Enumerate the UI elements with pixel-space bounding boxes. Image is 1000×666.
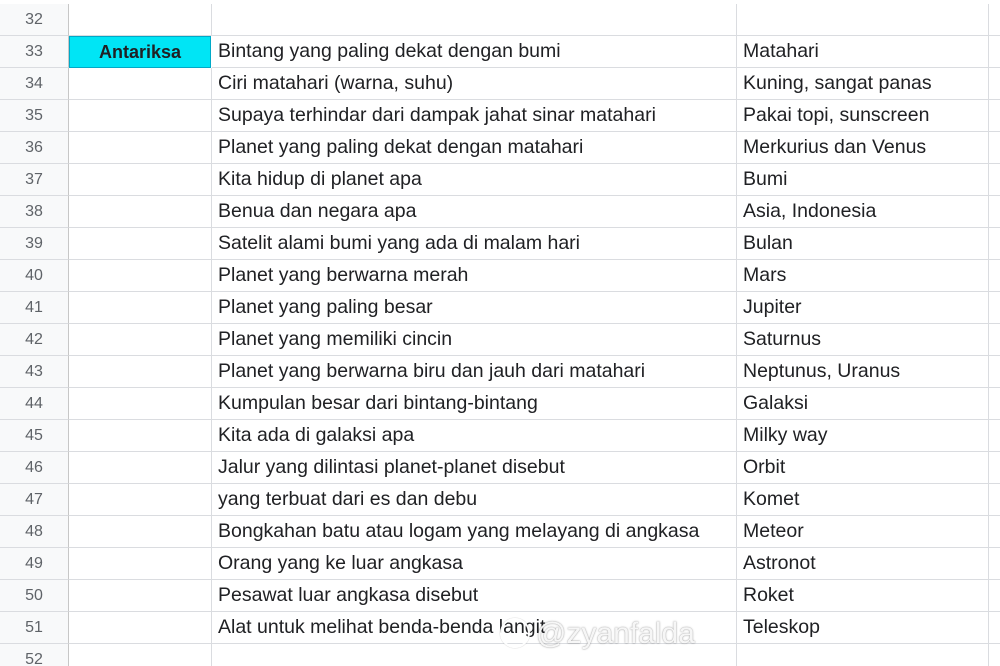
sheet-row (0, 484, 1000, 516)
answer-text: Teleskop (743, 616, 820, 638)
cell-extra[interactable] (989, 356, 1000, 388)
answer-text: Matahari (743, 40, 819, 62)
question-text: Kumpulan besar dari bintang-bintang (218, 392, 538, 414)
cell-question[interactable] (212, 516, 737, 548)
answer-text: Merkurius dan Venus (743, 136, 927, 158)
cell-category[interactable] (69, 292, 212, 324)
cell-category[interactable] (69, 484, 212, 516)
answer-text: Astronot (743, 552, 816, 574)
cell-extra[interactable] (989, 516, 1000, 548)
sheet-row (0, 132, 1000, 164)
cell-extra[interactable] (989, 68, 1000, 100)
cell-category[interactable] (69, 452, 212, 484)
cell-answer[interactable] (737, 4, 989, 36)
question-text: Alat untuk melihat benda-benda langit (218, 616, 546, 638)
cell-extra[interactable] (989, 324, 1000, 356)
sheet-row (0, 228, 1000, 260)
row-number[interactable]: 49 (0, 548, 69, 580)
cell-category[interactable] (69, 324, 212, 356)
cell-answer[interactable] (737, 132, 989, 164)
cell-answer[interactable] (737, 260, 989, 292)
row-number[interactable]: 32 (0, 4, 69, 36)
question-text: yang terbuat dari es dan debu (218, 488, 478, 510)
question-text: Orang yang ke luar angkasa (218, 552, 463, 574)
sheet-row (0, 292, 1000, 324)
cell-extra[interactable] (989, 132, 1000, 164)
cell-question[interactable] (212, 324, 737, 356)
cell-category[interactable] (69, 132, 212, 164)
cell-answer[interactable] (737, 452, 989, 484)
answer-text: Neptunus, Uranus (743, 360, 901, 382)
cell-question[interactable] (212, 420, 737, 452)
cell-extra[interactable] (989, 196, 1000, 228)
cell-answer[interactable] (737, 420, 989, 452)
cell-extra[interactable] (989, 548, 1000, 580)
sheet-row (0, 452, 1000, 484)
cell-answer[interactable] (737, 196, 989, 228)
cell-category[interactable] (69, 356, 212, 388)
cell-question[interactable] (212, 68, 737, 100)
cell-question[interactable] (212, 644, 737, 666)
cell-question[interactable] (212, 36, 737, 68)
cell-extra[interactable] (989, 164, 1000, 196)
cell-extra[interactable] (989, 612, 1000, 644)
cell-extra[interactable] (989, 100, 1000, 132)
question-text: Planet yang memiliki cincin (218, 328, 453, 350)
cell-question[interactable] (212, 4, 737, 36)
cell-answer[interactable] (737, 644, 989, 666)
sheet-row (0, 580, 1000, 612)
question-text: Bongkahan batu atau logam yang melayang di angkasa (218, 520, 700, 542)
answer-text: Meteor (743, 520, 804, 542)
cell-answer[interactable] (737, 68, 989, 100)
row-number[interactable]: 33 (0, 36, 69, 68)
cell-extra[interactable] (989, 292, 1000, 324)
cell-extra[interactable] (989, 452, 1000, 484)
row-number[interactable]: 48 (0, 516, 69, 548)
row-number[interactable]: 52 (0, 644, 69, 666)
cell-question[interactable] (212, 484, 737, 516)
row-number[interactable]: 38 (0, 196, 69, 228)
row-number[interactable]: 37 (0, 164, 69, 196)
answer-text: Komet (743, 488, 800, 510)
sheet-row (0, 100, 1000, 132)
cell-extra[interactable] (989, 4, 1000, 36)
question-text: Satelit alami bumi yang ada di malam hari (218, 232, 581, 254)
cell-category[interactable] (69, 580, 212, 612)
sheet-row (0, 4, 1000, 36)
question-text: Pesawat luar angkasa disebut (218, 584, 479, 606)
answer-text: Orbit (743, 456, 786, 478)
cell-answer[interactable] (737, 356, 989, 388)
row-number[interactable]: 35 (0, 100, 69, 132)
cell-extra[interactable] (989, 580, 1000, 612)
question-text: Supaya terhindar dari dampak jahat sinar matahari (218, 104, 656, 126)
cell-extra[interactable] (989, 388, 1000, 420)
cell-answer[interactable] (737, 164, 989, 196)
sheet-row (0, 612, 1000, 644)
cell-category[interactable] (69, 612, 212, 644)
answer-text: Saturnus (743, 328, 822, 350)
answer-text: Asia, Indonesia (743, 200, 877, 222)
answer-text: Kuning, sangat panas (743, 72, 932, 94)
cell-question[interactable] (212, 292, 737, 324)
question-text: Kita hidup di planet apa (218, 168, 422, 190)
cell-answer[interactable] (737, 228, 989, 260)
question-text: Ciri matahari (warna, suhu) (218, 72, 454, 94)
cell-category[interactable] (69, 164, 212, 196)
sheet-row (0, 388, 1000, 420)
cell-question[interactable] (212, 580, 737, 612)
answer-text: Mars (743, 264, 787, 286)
cell-answer[interactable] (737, 612, 989, 644)
row-number[interactable]: 45 (0, 420, 69, 452)
cell-answer[interactable] (737, 36, 989, 68)
cell-category[interactable] (69, 196, 212, 228)
row-number[interactable]: 51 (0, 612, 69, 644)
row-number[interactable]: 44 (0, 388, 69, 420)
cell-question[interactable] (212, 548, 737, 580)
sheet-row (0, 196, 1000, 228)
cell-question[interactable] (212, 132, 737, 164)
cell-category[interactable] (69, 260, 212, 292)
cell-category[interactable] (69, 4, 212, 36)
row-number[interactable]: 40 (0, 260, 69, 292)
cell-extra[interactable] (989, 228, 1000, 260)
cell-extra[interactable] (989, 484, 1000, 516)
answer-text: Bumi (743, 168, 788, 190)
cell-extra[interactable] (989, 644, 1000, 666)
cell-category[interactable] (69, 388, 212, 420)
cell-question[interactable] (212, 612, 737, 644)
cell-question[interactable] (212, 100, 737, 132)
category-cell-antariksa[interactable]: Antariksa (69, 36, 211, 68)
cell-category[interactable] (69, 644, 212, 666)
cell-answer[interactable] (737, 484, 989, 516)
question-text: Planet yang berwarna biru dan jauh dari matahari (218, 360, 646, 382)
question-text: Planet yang berwarna merah (218, 264, 469, 286)
answer-text: Milky way (743, 424, 828, 446)
row-number[interactable]: 36 (0, 132, 69, 164)
row-number[interactable]: 43 (0, 356, 69, 388)
question-text: Planet yang paling besar (218, 296, 433, 318)
cell-answer[interactable] (737, 292, 989, 324)
answer-text: Jupiter (743, 296, 802, 318)
row-number[interactable]: 50 (0, 580, 69, 612)
cell-category[interactable] (69, 68, 212, 100)
question-text: Planet yang paling dekat dengan matahari (218, 136, 584, 158)
cell-category[interactable] (69, 420, 212, 452)
sheet-row (0, 36, 1000, 68)
cell-question[interactable] (212, 228, 737, 260)
question-text: Jalur yang dilintasi planet-planet disebut (218, 456, 565, 478)
cell-extra[interactable] (989, 420, 1000, 452)
cell-question[interactable] (212, 356, 737, 388)
sheet-row (0, 324, 1000, 356)
cell-category[interactable] (69, 548, 212, 580)
row-number[interactable]: 47 (0, 484, 69, 516)
cell-question[interactable] (212, 388, 737, 420)
sheet-row (0, 356, 1000, 388)
row-number[interactable]: 46 (0, 452, 69, 484)
answer-text: Pakai topi, sunscreen (743, 104, 930, 126)
sheet-row (0, 420, 1000, 452)
question-text: Kita ada di galaksi apa (218, 424, 415, 446)
sheet-row (0, 516, 1000, 548)
sheet-row (0, 68, 1000, 100)
sheet-row (0, 548, 1000, 580)
cell-category[interactable] (69, 100, 212, 132)
cell-extra[interactable] (989, 260, 1000, 292)
sheet-row (0, 164, 1000, 196)
cell-question[interactable] (212, 164, 737, 196)
question-text: Bintang yang paling dekat dengan bumi (218, 40, 561, 62)
cell-question[interactable] (212, 260, 737, 292)
answer-text: Galaksi (743, 392, 809, 414)
cell-extra[interactable] (989, 36, 1000, 68)
row-number[interactable]: 34 (0, 68, 69, 100)
row-number[interactable]: 39 (0, 228, 69, 260)
sheet-row (0, 260, 1000, 292)
row-number[interactable]: 41 (0, 292, 69, 324)
question-text: Benua dan negara apa (218, 200, 417, 222)
cell-answer[interactable] (737, 580, 989, 612)
cell-question[interactable] (212, 196, 737, 228)
cell-category[interactable] (69, 516, 212, 548)
cell-answer[interactable] (737, 388, 989, 420)
answer-text: Roket (743, 584, 794, 606)
cell-answer[interactable] (737, 516, 989, 548)
cell-answer[interactable] (737, 324, 989, 356)
cell-answer[interactable] (737, 548, 989, 580)
sheet-row (0, 644, 1000, 666)
cell-question[interactable] (212, 452, 737, 484)
watermark-text: @zyanfalda (536, 617, 695, 650)
answer-text: Bulan (743, 232, 793, 254)
cell-answer[interactable] (737, 100, 989, 132)
cell-category[interactable] (69, 228, 212, 260)
row-number[interactable]: 42 (0, 324, 69, 356)
